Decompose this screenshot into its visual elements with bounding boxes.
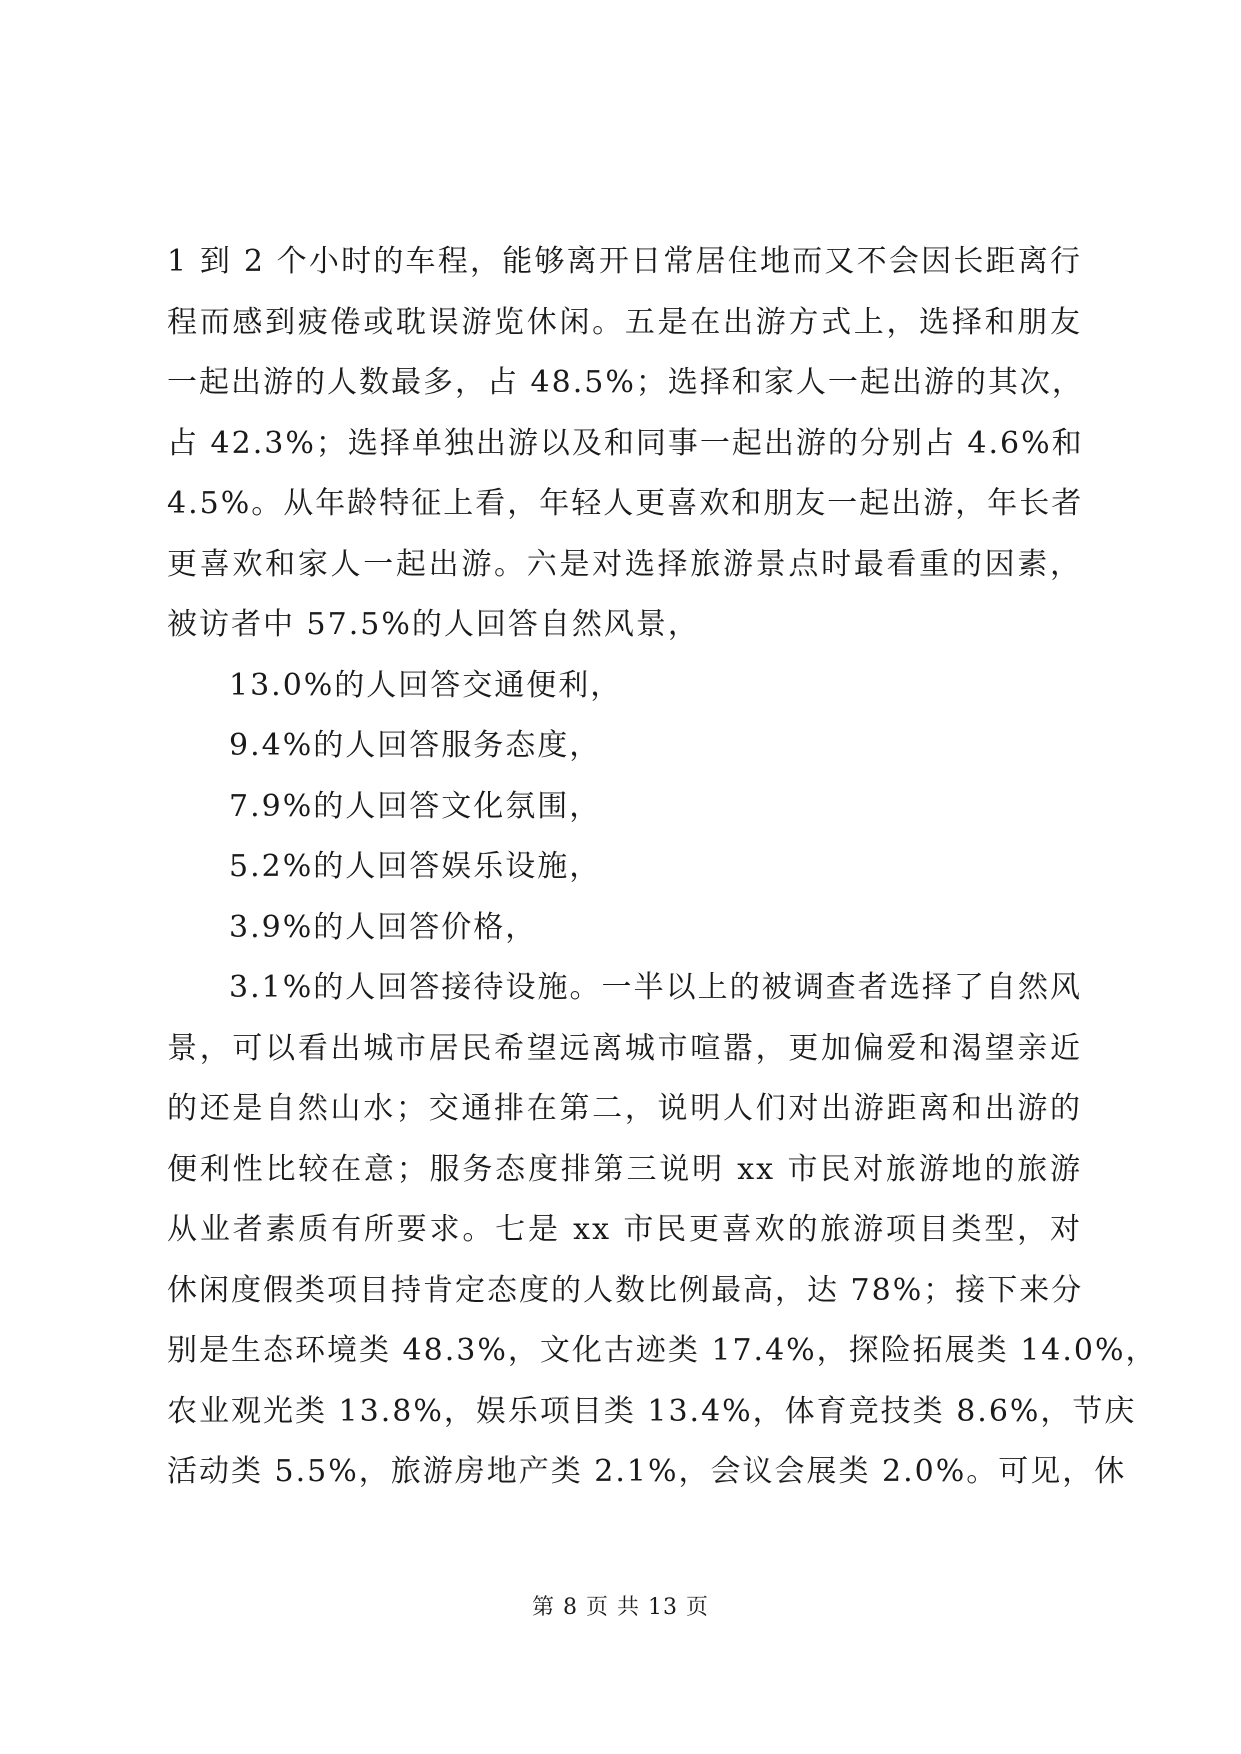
text-line: 3.1%的人回答接待设施。一半以上的被调查者选择了自然风 [229, 970, 1082, 1005]
text-line: 从业者素质有所要求。七是 xx 市民更喜欢的旅游项目类型，对 [167, 1212, 1082, 1247]
text-line: 休闲度假类项目持肯定态度的人数比例最高，达 78%；接下来分 [167, 1272, 1084, 1308]
text-line: 别是生态环境类 48.3%，文化古迹类 17.4%，探险拓展类 14.0%， [167, 1333, 1158, 1368]
text-line: 5.2%的人回答娱乐设施， [229, 849, 602, 884]
text-line: 程而感到疲倦或耽误游览休闲。五是在出游方式上，选择和朋友 [167, 304, 1082, 340]
text-line: 一起出游的人数最多，占 48.5%；选择和家人一起出游的其次， [167, 365, 1084, 400]
text-line: 的还是自然山水；交通排在第二，说明人们对出游距离和出游的 [167, 1091, 1082, 1126]
text-line: 景，可以看出城市居民希望远离城市喧嚣，更加偏爱和渴望亲近 [167, 1030, 1082, 1066]
text-line: 7.9%的人回答文化氛围， [229, 788, 602, 824]
text-line: 活动类 5.5%，旅游房地产类 2.1%，会议会展类 2.0%。可见，休 [167, 1454, 1127, 1489]
text-line: 被访者中 57.5%的人回答自然风景， [167, 607, 700, 642]
text-line: 3.9%的人回答价格， [229, 909, 538, 945]
text-line: 9.4%的人回答服务态度， [229, 728, 602, 763]
text-line: 13.0%的人回答交通便利， [229, 667, 623, 703]
text-line: 便利性比较在意；服务态度排第三说明 xx 市民对旅游地的旅游 [167, 1151, 1082, 1187]
text-line: 更喜欢和家人一起出游。六是对选择旅游景点时最看重的因素， [167, 546, 1082, 582]
text-line: 农业观光类 13.8%，娱乐项目类 13.4%，体育竞技类 8.6%，节庆 [167, 1393, 1137, 1429]
text-line: 4.5%。从年龄特征上看，年轻人更喜欢和朋友一起出游，年长者 [167, 486, 1084, 521]
body-text [167, 232, 1158, 1503]
page-number-footer: 第 8 页 共 13 页 [532, 1595, 709, 1620]
text-line: 占 42.3%；选择单独出游以及和同事一起出游的分别占 4.6%和 [167, 425, 1084, 461]
text-line: 1 到 2 个小时的车程，能够离开日常居住地而又不会因长距离行 [167, 244, 1082, 279]
